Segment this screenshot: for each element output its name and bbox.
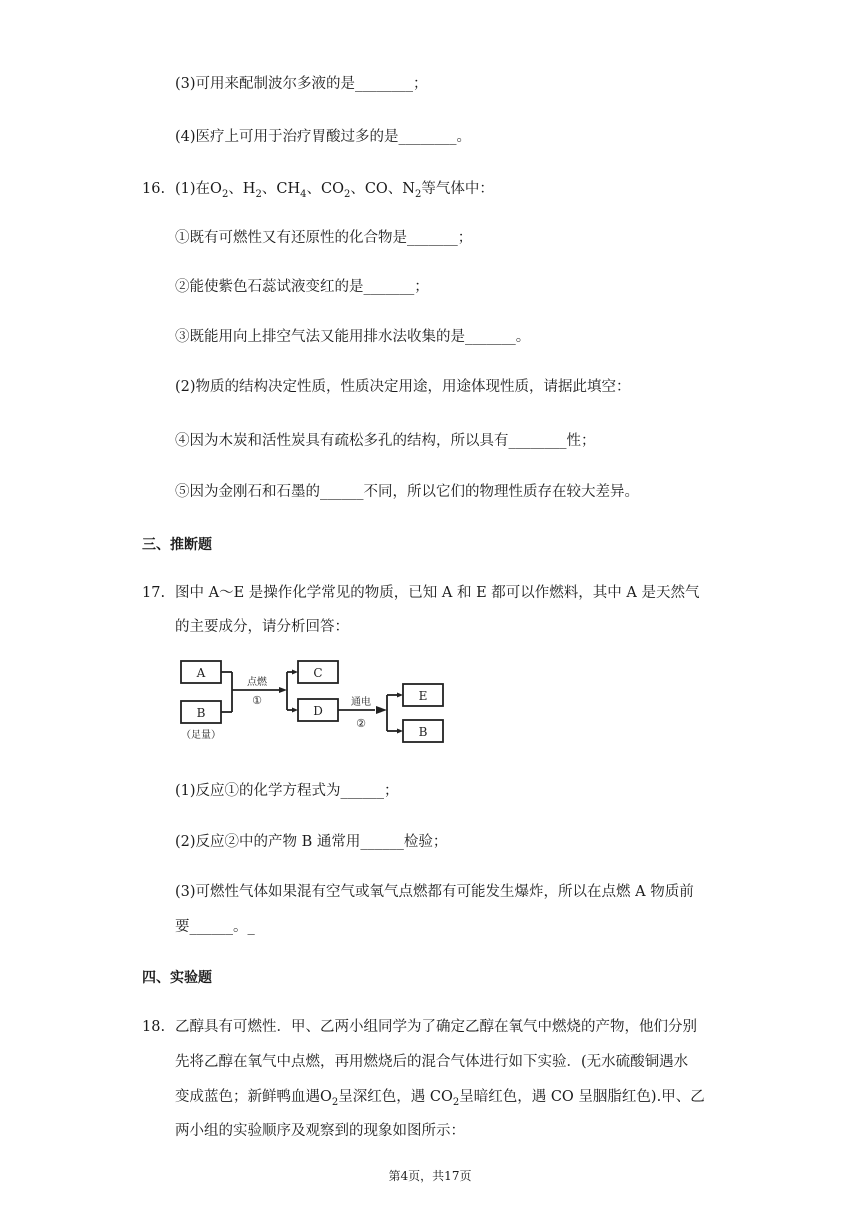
label-b-note: （足量） — [181, 730, 221, 741]
q16-s1: ①既有可燃性又有还原性的化合物是_______； — [175, 230, 473, 246]
q17-a3-line1: (3)可燃性气体如果混有空气或氧气点燃都有可能发生爆炸，所以在点燃 A 物质前 — [175, 884, 694, 900]
label-b: B — [196, 706, 206, 720]
step-1-label: ① — [252, 694, 262, 707]
q15-item4: (4)医疗上可用于治疗胃酸过多的是________。 — [175, 129, 472, 145]
label-a: A — [196, 666, 206, 680]
q18-line3-mid: 呈深红色，遇 CO — [338, 1089, 453, 1105]
page-footer: 第4页，共17页 — [388, 1169, 472, 1183]
q17-a2: (2)反应②中的产物 B 通常用______检验； — [175, 834, 448, 850]
label-d: D — [313, 704, 323, 718]
q16-number: 16. — [142, 181, 166, 197]
q17-line2: 的主要成分，请分析回答： — [175, 619, 349, 635]
reaction-flow-diagram — [175, 656, 455, 746]
q18-line2: 先将乙醇在氧气中点燃，再用燃烧后的混合气体进行如下实验．(无水硫酸铜遇水 — [175, 1054, 689, 1070]
section-3-heading: 三、推断题 — [142, 537, 212, 553]
q18-line3-pre: 变成蓝色；新鲜鸭血遇O — [175, 1089, 332, 1105]
q15-item3: (3)可用来配制波尔多液的是________； — [175, 76, 428, 92]
q16-s4: ④因为木炭和活性炭具有疏松多孔的结构，所以具有________性； — [175, 433, 596, 449]
arrow-1-icon — [279, 687, 287, 693]
q16-intro-post: 等气体中： — [421, 181, 494, 197]
q17-number: 17. — [142, 585, 166, 601]
q16-p2: (2)物质的结构决定性质，性质决定用途，用途体现性质，请据此填空： — [175, 379, 631, 395]
condition-electrolysis: 通电 — [351, 697, 371, 708]
arrow-2-icon — [376, 706, 387, 714]
q16-s3: ③既能用向上排空气法又能用排水法收集的是_______。 — [175, 329, 531, 345]
q18-number: 18. — [142, 1019, 166, 1035]
label-e: E — [418, 689, 428, 703]
q17-line1: 图中 A～E 是操作化学常见的物质，已知 A 和 E 都可以作燃料，其中 A 是天然气 — [175, 585, 700, 601]
q18-line4: 两小组的实验顺序及观察到的现象如图所示： — [175, 1123, 465, 1139]
q18-line3-post: 呈暗红色，遇 CO 呈胭脂红色).甲、乙 — [459, 1089, 705, 1105]
label-b2: B — [418, 725, 428, 739]
q18-line1: 乙醇具有可燃性．甲、乙两小组同学为了确定乙醇在氧气中燃烧的产物，他们分别 — [175, 1019, 697, 1035]
label-c: C — [313, 666, 323, 680]
q16-s5: ⑤因为金刚石和石墨的______不同，所以它们的物理性质存在较大差异。 — [175, 484, 639, 500]
q17-a3-line2: 要______。_ — [175, 919, 255, 935]
q16-intro: (1)在$O_2$、$H_2$、$CH_4$、$CO_2$、CO、$N_2$等气体中： — [175, 181, 494, 200]
section-4-heading: 四、实验题 — [142, 970, 212, 986]
q17-a1: (1)反应①的化学方程式为______； — [175, 783, 399, 799]
step-2-label: ② — [356, 717, 366, 730]
q18-line3: 变成蓝色；新鲜鸭血遇$O_2$呈深红色，遇 $CO_2$呈暗红色，遇 CO 呈胭脂红色).甲、乙 — [175, 1089, 705, 1108]
condition-ignite: 点燃 — [247, 677, 267, 688]
q16-s2: ②能使紫色石蕊试液变红的是_______； — [175, 279, 429, 295]
